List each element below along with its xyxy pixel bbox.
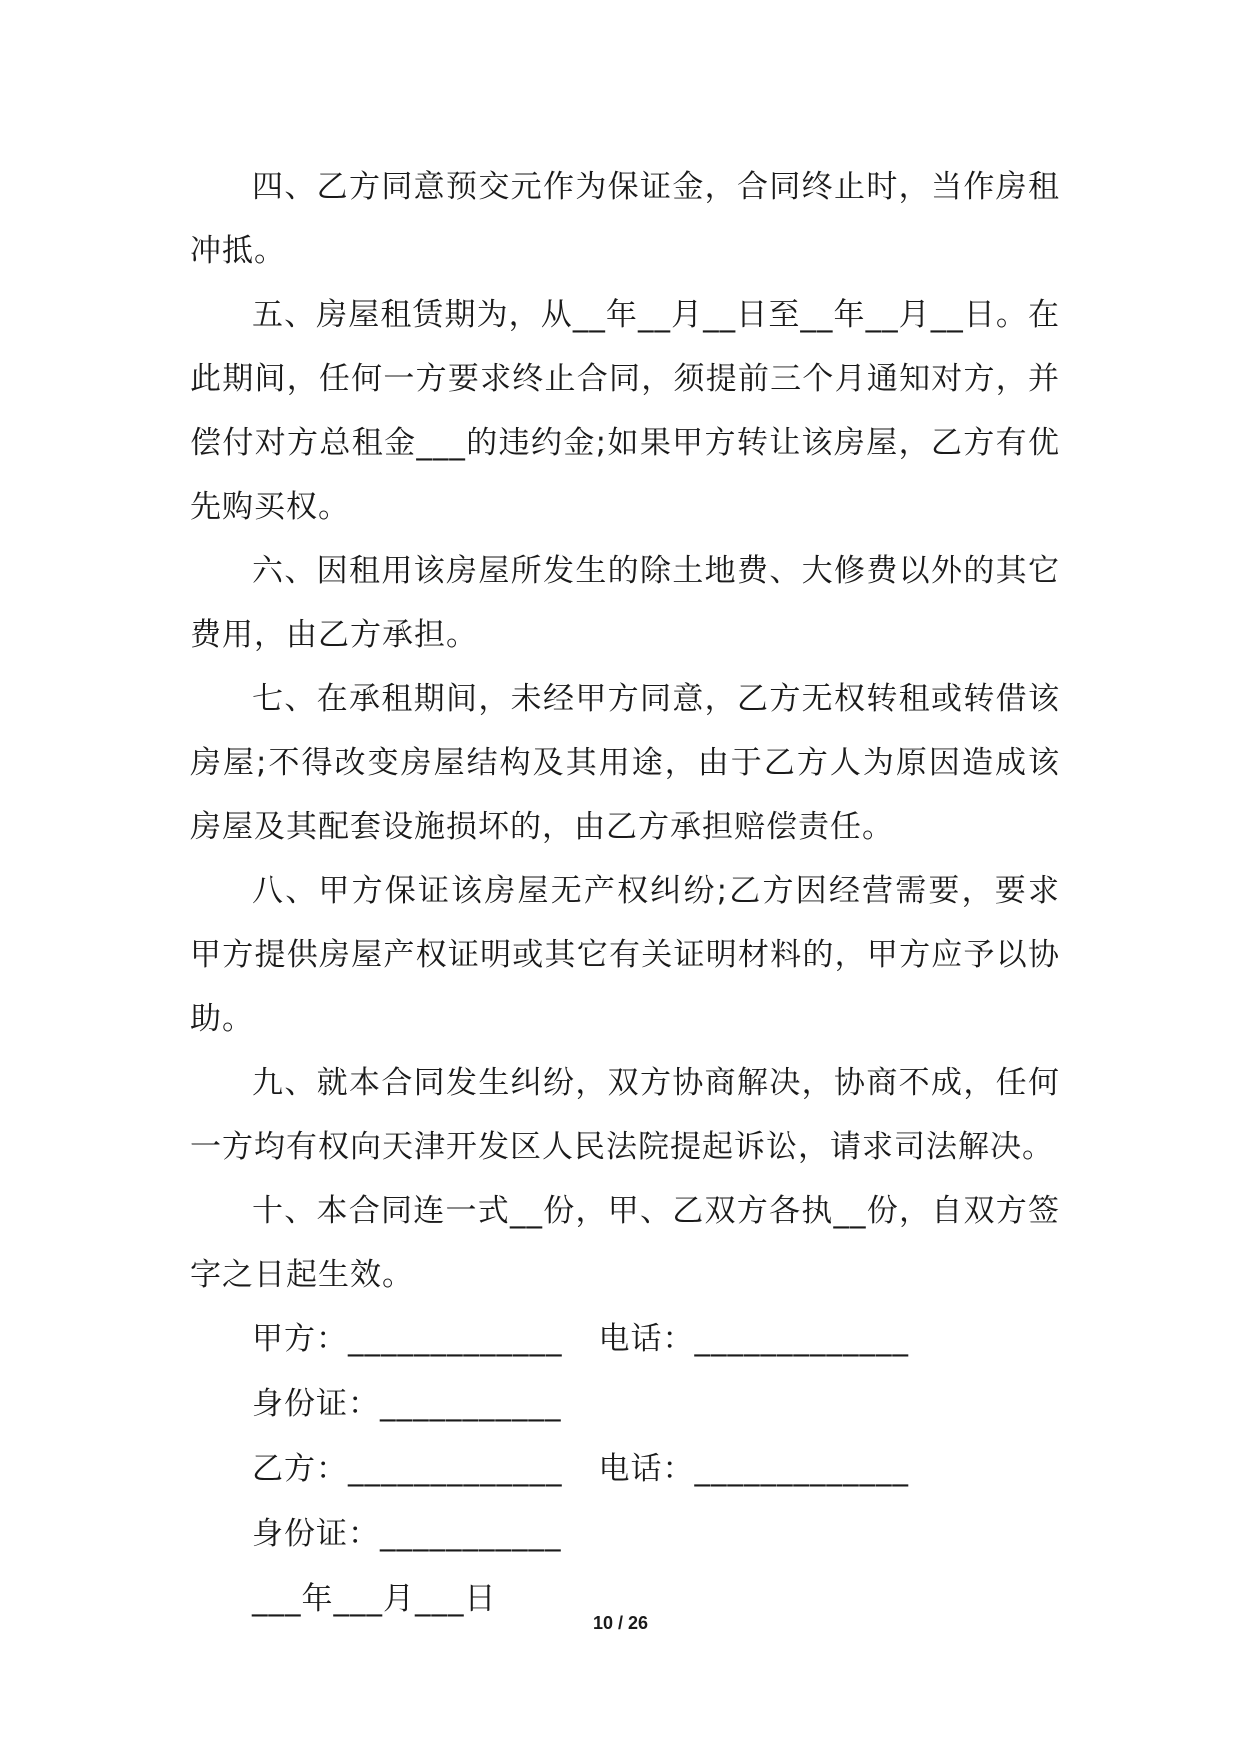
clause-10: 十、本合同连一式__份，甲、乙双方各执__份，自双方签字之日起生效。 xyxy=(190,1193,1060,1293)
party-a-id-line: 身份证：___________ xyxy=(252,1386,562,1422)
party-b-phone-field: 电话：_____________ xyxy=(598,1451,909,1487)
party-b-line xyxy=(190,1437,1060,1502)
party-b-field: 乙方：_____________ xyxy=(252,1451,563,1487)
contract-body xyxy=(190,155,1060,1632)
signature-block xyxy=(190,1307,1060,1632)
party-a-phone-field: 电话：_____________ xyxy=(598,1321,909,1357)
party-b-id-line: 身份证：___________ xyxy=(252,1516,562,1552)
party-a-line xyxy=(190,1307,1060,1372)
page-number: 10 / 26 xyxy=(592,1613,649,1633)
clause-9: 九、就本合同发生纠纷，双方协商解决，协商不成，任何一方均有权向天津开发区人民法院提起诉讼，请求司法解决。 xyxy=(190,1065,1060,1165)
date-line: ___年___月___日 xyxy=(252,1581,497,1617)
clause-6: 六、因租用该房屋所发生的除土地费、大修费以外的其它费用，由乙方承担。 xyxy=(190,553,1060,653)
clause-7: 七、在承租期间，未经甲方同意，乙方无权转租或转借该房屋;不得改变房屋结构及其用途，由于乙方人为原因造成该房屋及其配套设施损坏的，由乙方承担赔偿责任。 xyxy=(190,681,1060,845)
clause-8: 八、甲方保证该房屋无产权纠纷;乙方因经营需要，要求甲方提供房屋产权证明或其它有关证明材料的，甲方应予以协助。 xyxy=(190,873,1060,1037)
party-a-field: 甲方：_____________ xyxy=(252,1321,563,1357)
clause-5: 五、房屋租赁期为，从__年__月__日至__年__月__日。在此期间，任何一方要求终止合同，须提前三个月通知对方，并偿付对方总租金___的违约金;如果甲方转让该房屋，乙方有优先购买权。 xyxy=(190,297,1060,525)
clause-4: 四、乙方同意预交元作为保证金，合同终止时，当作房租冲抵。 xyxy=(190,169,1060,269)
